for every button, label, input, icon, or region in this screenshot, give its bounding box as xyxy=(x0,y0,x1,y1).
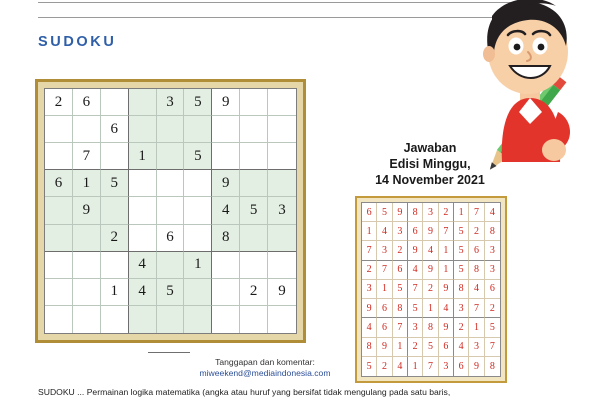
sudoku-answer-frame xyxy=(355,196,507,383)
puzzle-cell-r5-c2[interactable]: 9 xyxy=(73,197,101,224)
answer-cell-r9-c4: 1 xyxy=(408,357,423,376)
puzzle-cell-r1-c9[interactable] xyxy=(268,89,296,116)
answer-cell-r3-c7: 5 xyxy=(454,241,469,260)
answer-cell-r3-c4: 9 xyxy=(408,241,423,260)
puzzle-cell-r6-c7[interactable]: 8 xyxy=(212,225,240,252)
puzzle-cell-r6-c4[interactable] xyxy=(129,225,157,252)
puzzle-cell-r4-c4[interactable] xyxy=(129,170,157,197)
page-title: SUDOKU xyxy=(38,34,117,50)
puzzle-cell-r7-c9[interactable] xyxy=(268,252,296,279)
answer-cell-r7-c3: 7 xyxy=(393,318,408,337)
puzzle-cell-r5-c4[interactable] xyxy=(129,197,157,224)
puzzle-cell-r8-c1[interactable] xyxy=(45,279,73,306)
answer-cell-r1-c5: 3 xyxy=(423,203,438,222)
puzzle-cell-r1-c2[interactable]: 6 xyxy=(73,89,101,116)
answer-cell-r8-c7: 4 xyxy=(454,338,469,357)
puzzle-cell-r9-c8[interactable] xyxy=(240,306,268,333)
answer-cell-r6-c2: 6 xyxy=(377,299,392,318)
answer-cell-r1-c7: 1 xyxy=(454,203,469,222)
answer-heading-line-3: 14 November 2021 xyxy=(375,173,485,187)
puzzle-cell-r7-c3[interactable] xyxy=(101,252,129,279)
puzzle-cell-r7-c5[interactable] xyxy=(157,252,185,279)
puzzle-cell-r8-c7[interactable] xyxy=(212,279,240,306)
puzzle-cell-r2-c1[interactable] xyxy=(45,116,73,143)
puzzle-cell-r4-c9[interactable] xyxy=(268,170,296,197)
puzzle-cell-r6-c3[interactable]: 2 xyxy=(101,225,129,252)
answer-cell-r5-c6: 9 xyxy=(439,280,454,299)
puzzle-cell-r2-c5[interactable] xyxy=(157,116,185,143)
sudoku-answer-grid xyxy=(361,202,501,377)
answer-cell-r5-c9: 6 xyxy=(485,280,500,299)
answer-cell-r1-c9: 4 xyxy=(485,203,500,222)
puzzle-cell-r7-c6[interactable]: 1 xyxy=(184,252,212,279)
puzzle-cell-r1-c4[interactable] xyxy=(129,89,157,116)
puzzle-cell-r9-c6[interactable] xyxy=(184,306,212,333)
puzzle-cell-r9-c9[interactable] xyxy=(268,306,296,333)
answer-cell-r9-c3: 4 xyxy=(393,357,408,376)
caption-line-1: Tanggapan dan komentar: xyxy=(215,357,315,367)
answer-cell-r2-c8: 2 xyxy=(469,222,484,241)
puzzle-cell-r2-c8[interactable] xyxy=(240,116,268,143)
puzzle-cell-r3-c8[interactable] xyxy=(240,143,268,170)
answer-cell-r5-c8: 4 xyxy=(469,280,484,299)
puzzle-cell-r6-c1[interactable] xyxy=(45,225,73,252)
puzzle-cell-r5-c3[interactable] xyxy=(101,197,129,224)
puzzle-cell-r1-c6[interactable]: 5 xyxy=(184,89,212,116)
answer-cell-r2-c1: 1 xyxy=(362,222,377,241)
answer-cell-r7-c7: 2 xyxy=(454,318,469,337)
puzzle-cell-r1-c8[interactable] xyxy=(240,89,268,116)
top-divider-rule-2 xyxy=(38,17,512,18)
answer-cell-r1-c3: 9 xyxy=(393,203,408,222)
answer-heading-line-2: Edisi Minggu, xyxy=(389,157,471,171)
answer-cell-r5-c2: 1 xyxy=(377,280,392,299)
puzzle-cell-r6-c6[interactable] xyxy=(184,225,212,252)
answer-cell-r8-c6: 6 xyxy=(439,338,454,357)
answer-cell-r7-c2: 6 xyxy=(377,318,392,337)
answer-cell-r2-c9: 8 xyxy=(485,222,500,241)
puzzle-cell-r7-c7[interactable] xyxy=(212,252,240,279)
answer-cell-r7-c6: 9 xyxy=(439,318,454,337)
puzzle-cell-r8-c5[interactable]: 5 xyxy=(157,279,185,306)
puzzle-cell-r9-c4[interactable] xyxy=(129,306,157,333)
answer-cell-r8-c4: 2 xyxy=(408,338,423,357)
answer-cell-r3-c3: 2 xyxy=(393,241,408,260)
answer-cell-r8-c9: 7 xyxy=(485,338,500,357)
puzzle-cell-r5-c9[interactable]: 3 xyxy=(268,197,296,224)
puzzle-cell-r3-c4[interactable]: 1 xyxy=(129,143,157,170)
answer-cell-r8-c1: 8 xyxy=(362,338,377,357)
answer-cell-r7-c4: 3 xyxy=(408,318,423,337)
answer-cell-r6-c8: 7 xyxy=(469,299,484,318)
puzzle-cell-r6-c2[interactable] xyxy=(73,225,101,252)
answer-cell-r5-c7: 8 xyxy=(454,280,469,299)
sudoku-puzzle-grid[interactable] xyxy=(44,88,297,334)
answer-cell-r2-c2: 4 xyxy=(377,222,392,241)
answer-cell-r4-c9: 3 xyxy=(485,261,500,280)
puzzle-cell-r7-c8[interactable] xyxy=(240,252,268,279)
sudoku-description-text: SUDOKU ... Permainan logika matematika (angka atau huruf yang bersifat tidak mengulang pada satu baris, xyxy=(38,387,451,397)
contact-caption xyxy=(150,357,380,379)
puzzle-cell-r9-c5[interactable] xyxy=(157,306,185,333)
puzzle-cell-r3-c2[interactable]: 7 xyxy=(73,143,101,170)
answer-cell-r9-c9: 8 xyxy=(485,357,500,376)
answer-cell-r6-c1: 9 xyxy=(362,299,377,318)
puzzle-cell-r3-c5[interactable] xyxy=(157,143,185,170)
answer-cell-r3-c5: 4 xyxy=(423,241,438,260)
answer-cell-r5-c4: 7 xyxy=(408,280,423,299)
puzzle-cell-r4-c1[interactable]: 6 xyxy=(45,170,73,197)
caption-rule xyxy=(148,352,190,353)
puzzle-cell-r4-c3[interactable]: 5 xyxy=(101,170,129,197)
answer-cell-r4-c8: 8 xyxy=(469,261,484,280)
answer-cell-r5-c3: 5 xyxy=(393,280,408,299)
puzzle-cell-r8-c3[interactable]: 1 xyxy=(101,279,129,306)
puzzle-cell-r7-c1[interactable] xyxy=(45,252,73,279)
answer-cell-r9-c1: 5 xyxy=(362,357,377,376)
answer-cell-r5-c5: 2 xyxy=(423,280,438,299)
answer-cell-r2-c3: 3 xyxy=(393,222,408,241)
puzzle-cell-r3-c3[interactable] xyxy=(101,143,129,170)
answer-cell-r4-c2: 7 xyxy=(377,261,392,280)
answer-cell-r1-c2: 5 xyxy=(377,203,392,222)
answer-cell-r3-c9: 3 xyxy=(485,241,500,260)
answer-cell-r7-c5: 8 xyxy=(423,318,438,337)
puzzle-cell-r2-c6[interactable] xyxy=(184,116,212,143)
puzzle-cell-r7-c2[interactable] xyxy=(73,252,101,279)
puzzle-cell-r5-c6[interactable] xyxy=(184,197,212,224)
puzzle-cell-r1-c3[interactable] xyxy=(101,89,129,116)
puzzle-cell-r1-c1[interactable]: 2 xyxy=(45,89,73,116)
answer-cell-r3-c1: 7 xyxy=(362,241,377,260)
answer-cell-r1-c8: 7 xyxy=(469,203,484,222)
answer-cell-r6-c5: 1 xyxy=(423,299,438,318)
answer-cell-r9-c8: 9 xyxy=(469,357,484,376)
answer-cell-r5-c1: 3 xyxy=(362,280,377,299)
puzzle-cell-r8-c6[interactable] xyxy=(184,279,212,306)
answer-cell-r7-c9: 5 xyxy=(485,318,500,337)
answer-cell-r6-c4: 5 xyxy=(408,299,423,318)
puzzle-cell-r4-c2[interactable]: 1 xyxy=(73,170,101,197)
puzzle-cell-r6-c5[interactable]: 6 xyxy=(157,225,185,252)
puzzle-cell-r4-c5[interactable] xyxy=(157,170,185,197)
puzzle-cell-r6-c9[interactable] xyxy=(268,225,296,252)
puzzle-cell-r4-c7[interactable]: 9 xyxy=(212,170,240,197)
answer-cell-r9-c5: 7 xyxy=(423,357,438,376)
puzzle-cell-r3-c6[interactable]: 5 xyxy=(184,143,212,170)
puzzle-cell-r2-c3[interactable]: 6 xyxy=(101,116,129,143)
answer-cell-r3-c6: 1 xyxy=(439,241,454,260)
answer-cell-r7-c8: 1 xyxy=(469,318,484,337)
puzzle-cell-r2-c2[interactable] xyxy=(73,116,101,143)
answer-cell-r4-c5: 9 xyxy=(423,261,438,280)
answer-cell-r9-c7: 6 xyxy=(454,357,469,376)
answer-cell-r7-c1: 4 xyxy=(362,318,377,337)
answer-cell-r9-c6: 3 xyxy=(439,357,454,376)
puzzle-cell-r5-c7[interactable]: 4 xyxy=(212,197,240,224)
top-strip-text xyxy=(38,4,512,15)
contact-email: miweekend@mediaindonesia.com xyxy=(199,368,331,378)
answer-cell-r4-c1: 2 xyxy=(362,261,377,280)
answer-cell-r2-c4: 6 xyxy=(408,222,423,241)
top-divider-rule xyxy=(38,2,512,3)
answer-cell-r2-c7: 5 xyxy=(454,222,469,241)
puzzle-cell-r2-c4[interactable] xyxy=(129,116,157,143)
puzzle-cell-r3-c7[interactable] xyxy=(212,143,240,170)
answer-cell-r1-c6: 2 xyxy=(439,203,454,222)
puzzle-cell-r8-c2[interactable] xyxy=(73,279,101,306)
answer-cell-r3-c8: 6 xyxy=(469,241,484,260)
puzzle-cell-r3-c9[interactable] xyxy=(268,143,296,170)
puzzle-cell-r9-c3[interactable] xyxy=(101,306,129,333)
answer-heading-line-1: Jawaban xyxy=(403,141,457,155)
puzzle-cell-r4-c6[interactable] xyxy=(184,170,212,197)
sudoku-puzzle-frame xyxy=(35,79,306,343)
puzzle-cell-r5-c5[interactable] xyxy=(157,197,185,224)
answer-cell-r8-c8: 3 xyxy=(469,338,484,357)
puzzle-cell-r5-c8[interactable]: 5 xyxy=(240,197,268,224)
puzzle-cell-r9-c2[interactable] xyxy=(73,306,101,333)
answer-cell-r8-c2: 9 xyxy=(377,338,392,357)
answer-cell-r8-c5: 5 xyxy=(423,338,438,357)
answer-cell-r3-c2: 3 xyxy=(377,241,392,260)
answer-cell-r6-c7: 3 xyxy=(454,299,469,318)
answer-cell-r6-c9: 2 xyxy=(485,299,500,318)
answer-cell-r4-c3: 6 xyxy=(393,261,408,280)
puzzle-cell-r9-c7[interactable] xyxy=(212,306,240,333)
puzzle-cell-r2-c9[interactable] xyxy=(268,116,296,143)
puzzle-cell-r4-c8[interactable] xyxy=(240,170,268,197)
answer-cell-r1-c4: 8 xyxy=(408,203,423,222)
answer-cell-r4-c6: 1 xyxy=(439,261,454,280)
puzzle-cell-r2-c7[interactable] xyxy=(212,116,240,143)
answer-cell-r8-c3: 1 xyxy=(393,338,408,357)
puzzle-cell-r7-c4[interactable]: 4 xyxy=(129,252,157,279)
answer-cell-r4-c4: 4 xyxy=(408,261,423,280)
puzzle-cell-r1-c5[interactable]: 3 xyxy=(157,89,185,116)
answer-cell-r4-c7: 5 xyxy=(454,261,469,280)
answer-cell-r2-c6: 7 xyxy=(439,222,454,241)
puzzle-cell-r5-c1[interactable] xyxy=(45,197,73,224)
answer-cell-r2-c5: 9 xyxy=(423,222,438,241)
puzzle-cell-r9-c1[interactable] xyxy=(45,306,73,333)
puzzle-cell-r8-c8[interactable]: 2 xyxy=(240,279,268,306)
puzzle-cell-r6-c8[interactable] xyxy=(240,225,268,252)
answer-cell-r9-c2: 2 xyxy=(377,357,392,376)
answer-cell-r6-c6: 4 xyxy=(439,299,454,318)
mascot-illustration xyxy=(462,0,600,199)
answer-cell-r1-c1: 6 xyxy=(362,203,377,222)
puzzle-cell-r3-c1[interactable] xyxy=(45,143,73,170)
puzzle-cell-r8-c9[interactable]: 9 xyxy=(268,279,296,306)
answer-cell-r6-c3: 8 xyxy=(393,299,408,318)
puzzle-cell-r1-c7[interactable]: 9 xyxy=(212,89,240,116)
puzzle-cell-r8-c4[interactable]: 4 xyxy=(129,279,157,306)
